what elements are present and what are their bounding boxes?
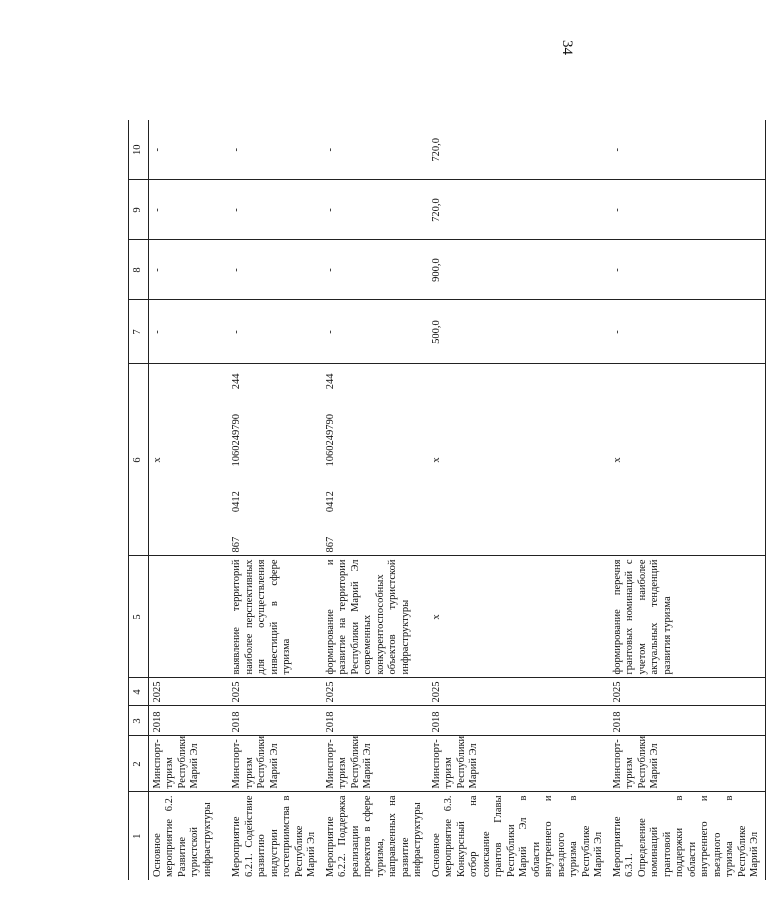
budget-code-cell [322,364,428,556]
expense-type-code: 244 [231,373,242,390]
funding-cell: - [148,240,228,300]
start-year-cell: 2018 [228,706,322,736]
budget-code-cell [428,364,609,556]
funding-cell: - [322,180,428,240]
event-name-cell: Основное мероприятие 6.2. Развитие туристской инфраструктуры [148,792,228,880]
end-year-cell: 2025 [228,678,322,706]
table-row [228,120,322,880]
expected-result-cell: формирование перечня грантовых номинаций с учетом наиболее актуальных тенденций развития туризма [609,556,766,678]
expense-type-code: 244 [324,373,336,390]
funding-cell: - [609,120,766,180]
funding-cell: - [322,300,428,364]
target-article-code: х [430,457,442,463]
header-cell: 2 [129,736,149,792]
funding-cell: - [228,240,322,300]
header-cell: 5 [129,556,149,678]
funding-cell: - [231,148,242,152]
funding-cell: - [151,148,163,152]
event-name-cell: Основное мероприятие 6.3. Конкурсный отбор на соискание грантов Главы Республики Марий Эл в области внутреннего и въездного туризма в Республике Марий Эл [428,792,609,880]
header-cell: 3 [129,706,149,736]
end-year-cell: 2025 [322,678,428,706]
start-year-cell: 2018 [609,706,766,736]
funding-cell: - [148,300,228,364]
funding-cell: - [322,240,428,300]
expected-result-cell [148,556,228,678]
event-name-cell: Мероприятие 6.3.1. Определение номинаций грантовой поддержки в области внутреннего и въездного туризма в Республике Марий Эл [609,792,766,880]
responsible-cell: Минспорт-туризм Республики Марий Эл [228,736,322,792]
header-cell: 9 [129,180,149,240]
header-cell: 6 [129,364,149,556]
grbs-code: 867 [231,536,242,553]
start-year-cell: 2018 [148,706,228,736]
responsible-cell: Минспорт-туризм Республики Марий Эл [148,736,228,792]
budget-code-cell [228,364,322,556]
page-number: 34 [559,40,575,55]
funding-cell: 500,0 [428,300,609,364]
table-row [428,120,609,880]
target-article-code: х [151,457,163,463]
event-name-cell: Мероприятие 6.2.1. Содействие развитию индустрии гостеприимства в Республике Марий Эл [228,792,322,880]
funding-cell: - [228,300,322,364]
header-cell: 4 [129,678,149,706]
start-year-cell: 2018 [428,706,609,736]
funding-cell: - [148,180,228,240]
section-code: 0412 [231,491,242,513]
grbs-code: 867 [324,536,336,553]
target-article-code: 1060249790 [231,413,242,467]
table-row [609,120,766,880]
target-article-code: х [611,457,623,463]
header-cell: 7 [129,300,149,364]
expected-result-cell: х [428,556,609,678]
table-row [322,120,428,880]
funding-cell: - [609,240,766,300]
header-row [129,120,149,880]
funding-cell: - [228,180,322,240]
funding-cell: - [609,300,766,364]
program-table [128,120,766,880]
header-cell: 10 [129,120,149,180]
end-year-cell: 2025 [428,678,609,706]
start-year-cell: 2018 [322,706,428,736]
responsible-cell: Минспорт-туризм Республики Марий Эл [428,736,609,792]
funding-cell: - [324,148,336,152]
funding-cell: 900,0 [428,240,609,300]
end-year-cell: 2025 [148,678,228,706]
funding-cell: - [609,180,766,240]
event-name-cell: Мероприятие 6.2.2. Поддержка реализации проектов в сфере туризма, направленных на развитие инфраструктуры [322,792,428,880]
table-row [148,120,228,880]
rotated-table-container [128,120,760,880]
target-article-code: 1060249790 [324,413,336,467]
responsible-cell: Минспорт-туризм Республики Марий Эл [609,736,766,792]
budget-code-cell [609,364,766,556]
funding-cell: 720,0 [430,137,442,162]
expected-result-cell: формирование и развитие на территории Республики Марий Эл современных конкурентоспособных объектов туристской инфраструктуры [322,556,428,678]
header-cell: 1 [129,792,149,880]
header-cell: 8 [129,240,149,300]
section-code: 0412 [324,491,336,513]
budget-code-cell [148,364,228,556]
responsible-cell: Минспорт-туризм Республики Марий Эл [322,736,428,792]
funding-cell: 720,0 [428,180,609,240]
expected-result-cell: выявление территорий наиболее перспективных для осуществления инвестиций в сфере туризма [228,556,322,678]
end-year-cell: 2025 [609,678,766,706]
